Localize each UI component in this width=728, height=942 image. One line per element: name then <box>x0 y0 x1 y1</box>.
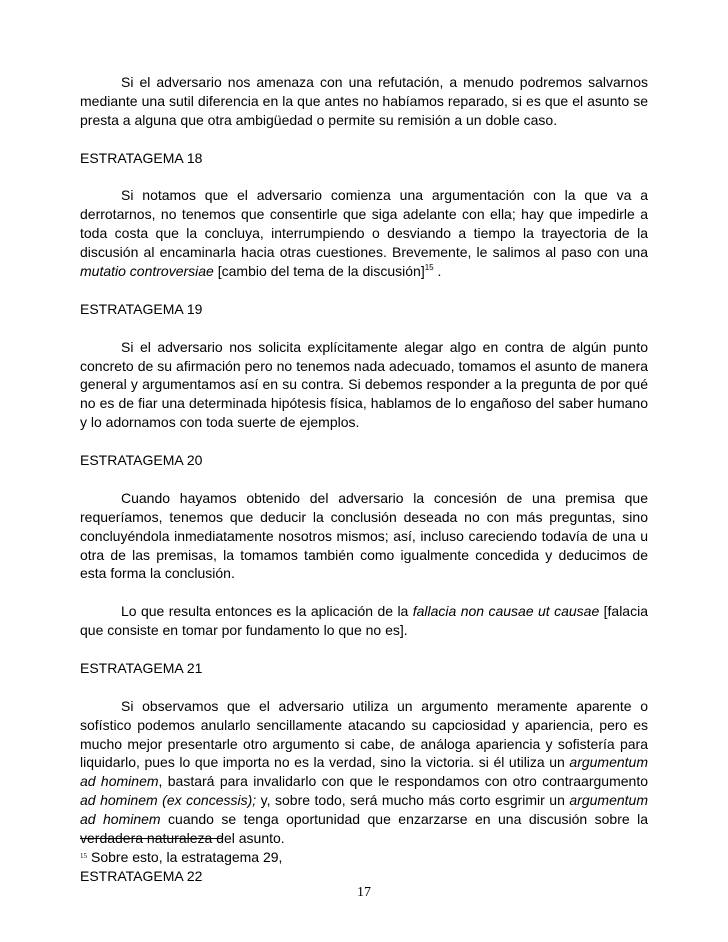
paragraph-text: , bastará para invalidarlo con que le respondamos con otro contraargumento <box>158 773 648 790</box>
paragraph-intro <box>80 73 648 130</box>
heading-estratagema-21: ESTRATAGEMA 21 <box>80 659 203 676</box>
paragraph-estratagema-21 <box>80 697 648 848</box>
paragraph-text: [falacia que consiste en tomar por fundamento lo que no es]. <box>80 603 648 639</box>
paragraph-text: Lo que resulta entonces es la aplicación de la <box>121 603 413 620</box>
paragraph-text: Si notamos que el adversario comienza una argumentación con la que va a derrotarnos, no tenemos que consentirle que siga adelante con ella; hay que impedirle a toda costa que la concluya, interrumpiendo o desviando a tiempo la trayectoria de la discusión al encaminarla hacia otras cuestiones. Brevemente, le salimos al paso con una <box>80 187 648 261</box>
heading-estratagema-18: ESTRATAGEMA 18 <box>80 149 203 166</box>
footnote-reference[interactable]: 15 <box>424 263 434 273</box>
paragraph-text: Cuando hayamos obtenido del adversario la concesión de una premisa que requeríamos, tenemos que deducir la conclusión deseada no con más preguntas, sino concluyéndola inmediatamente nosotros mismos; así, incluso careciendo todavía de una u otra de las premisas, la tomamos también como igualmente concedida y deducimos de esta forma la conclusión. <box>80 489 648 582</box>
heading-estratagema-20: ESTRATAGEMA 20 <box>80 452 203 469</box>
italic-term: mutatio controversiae <box>80 263 214 280</box>
paragraph-text: Si el adversario nos solicita explícitamente alegar algo en contra de algún punto concreto de su afirmación pero no tenemos nada adecuado, tomamos el asunto de manera general y argumentamos así en su contra. Si debemos responder a la pregunta de por qué no es de fiar una determinada hipótesis física, hablamos de lo engañoso del saber humano y lo adornamos con toda suerte de ejemplos. <box>80 338 648 431</box>
footnote-text: Sobre esto, la estratagema 29, <box>91 849 283 865</box>
heading-estratagema-22: ESTRATAGEMA 22 <box>80 867 203 884</box>
paragraph-text: Si el adversario nos amenaza con una refutación, a menudo podremos salvarnos mediante una sutil diferencia en la que antes no habíamos reparado, si es que el asunto se presta a alguna que otra ambigüedad o permite su remisión a un doble caso. <box>80 74 648 128</box>
italic-term: argumentum ad hominem <box>80 792 648 828</box>
paragraph-text: cuando se tenga oportunidad que enzarzarse en una discusión sobre la verdadera naturaleza del asunto. <box>80 811 648 847</box>
paragraph-text: . <box>433 263 442 280</box>
page-number: 17 <box>357 885 371 900</box>
italic-term: ad hominem (ex concessis); <box>80 792 257 809</box>
paragraph-estratagema-20-a <box>80 489 648 584</box>
italic-term: argumentum ad hominem <box>80 754 648 790</box>
heading-estratagema-19: ESTRATAGEMA 19 <box>80 300 203 317</box>
footnote <box>80 847 282 866</box>
footnote-number: 15 <box>80 852 87 860</box>
paragraph-estratagema-18 <box>80 186 648 281</box>
paragraph-estratagema-19 <box>80 338 648 433</box>
paragraph-estratagema-20-b <box>80 602 648 640</box>
paragraph-text: Si observamos que el adversario utiliza un argumento meramente aparente o sofístico podemos anularlo sencillamente atacando su capciosidad y apariencia, pero es mucho mejor presentarle otro argumento si cabe, de análoga apariencia y sofistería para liquidarlo, pues lo que importa no es la verdad, sino la victoria. si él utiliza un <box>80 697 648 771</box>
footnote-divider <box>80 838 222 839</box>
paragraph-text: y, sobre todo, será mucho más corto esgrimir un <box>256 792 570 809</box>
body-text <box>80 73 648 886</box>
italic-term: fallacia non causae ut causae <box>412 603 600 620</box>
paragraph-text: [cambio del tema de la discusión] <box>213 263 425 280</box>
